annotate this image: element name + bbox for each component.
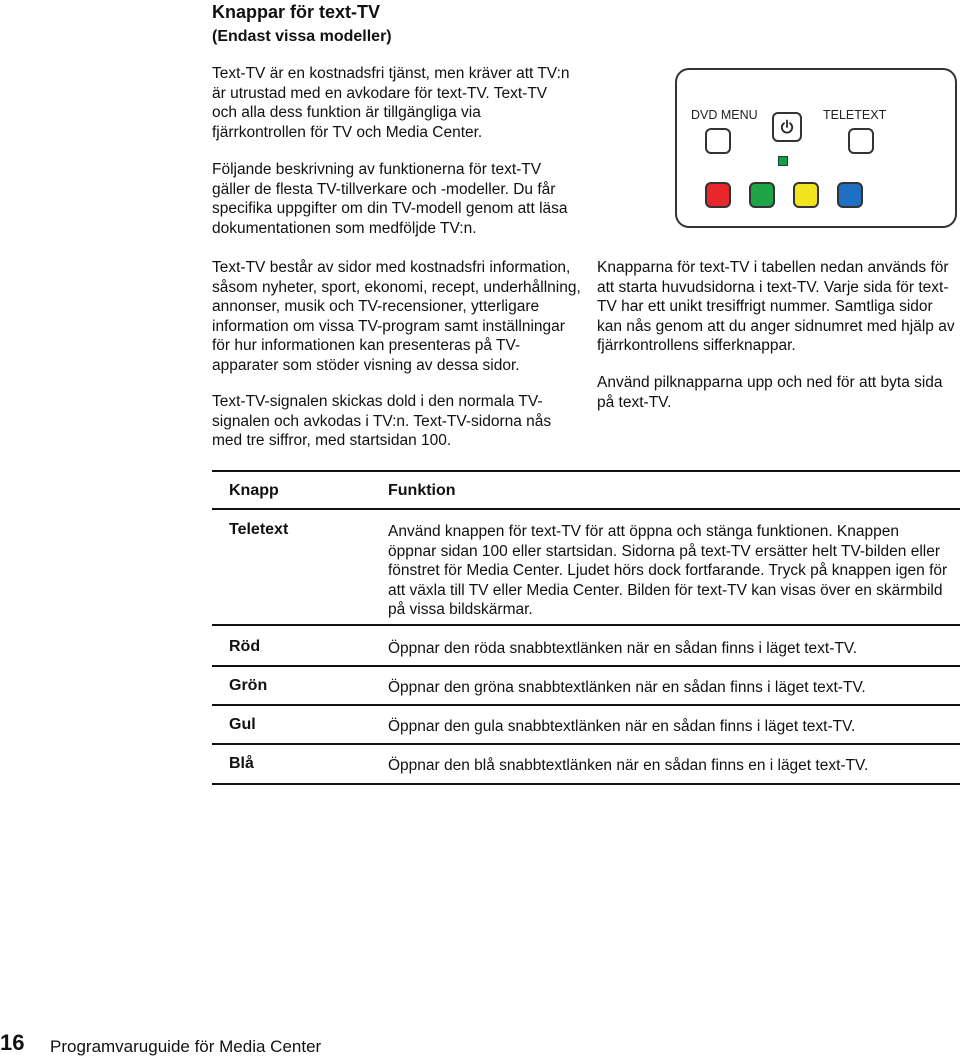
section-title: Knappar för text-TV	[212, 2, 381, 22]
table-row-key: Gul	[229, 716, 256, 733]
yellow-button	[793, 182, 819, 208]
content-paragraph: Text-TV består av sidor med kostnadsfri information, såsom nyheter, sport, ekonomi, recept, underhållning, annonser, musik och TV-recensioner, ytterligare information om vissa TV-program samt inställningar för hur informationen kan presenteras på TV-apparater som stöder visning av dessa sidor.	[212, 259, 581, 374]
arrow-paragraph: Använd pilknapparna upp och ned för att byta sida på text-TV.	[597, 374, 943, 411]
intro-paragraph: Text-TV är en kostnadsfri tjänst, men kräver att TV:n är utrustad med en avkodare för text-TV. Text-TV och alla dess funktion är tillgängliga via fjärrkontrollen för TV och Media Center.	[212, 65, 570, 141]
power-button	[772, 112, 802, 142]
section-subtitle: (Endast vissa modeller)	[212, 28, 392, 45]
dvd-menu-label: DVD MENU	[691, 108, 758, 122]
green-button	[749, 182, 775, 208]
teletext-button	[848, 128, 874, 154]
table-header-rule	[212, 508, 960, 510]
table-row-rule	[212, 743, 960, 745]
table-row-function: Öppnar den gula snabbtextlänken när en sådan finns i läget text-TV.	[388, 718, 856, 735]
table-row-key: Grön	[229, 677, 268, 694]
table-header-function: Funktion	[388, 482, 456, 499]
table-row-function: Öppnar den blå snabbtextlänken när en sådan finns en i läget text-TV.	[388, 757, 869, 774]
table-row-function: Öppnar den röda snabbtextlänken när en sådan finns i läget text-TV.	[388, 640, 858, 657]
teletext-label: TELETEXT	[823, 108, 887, 122]
table-row-function: Använd knappen för text-TV för att öppna och stänga funktionen. Knappen öppnar sidan 100 eller startsidan. Sidorna på text-TV ersätter helt TV-bilden eller fönstret för Media Center. Ljudet hörs dock fortfarande. Tryck på knappen igen för att växla till TV eller Media Center. Bilden för text-TV kan visas över en skärmbild på vissa bildskärmar.	[388, 523, 948, 618]
remote-illustration	[675, 68, 957, 228]
table-row-rule	[212, 704, 960, 706]
table-row-key: Blå	[229, 755, 254, 772]
blue-button	[837, 182, 863, 208]
description-paragraph: Följande beskrivning av funktionerna för text-TV gäller de flesta TV-tillverkare och -modeller. Du får specifika uppgifter om din TV-modell genom att läsa dokumentationen som medföljde TV:n.	[212, 161, 568, 237]
table-top-rule	[212, 470, 960, 472]
table-row-function: Öppnar den gröna snabbtextlänken när en sådan finns i läget text-TV.	[388, 679, 866, 696]
red-button	[705, 182, 731, 208]
table-row-key: Röd	[229, 638, 261, 655]
table-row-rule	[212, 665, 960, 667]
page-number: 16	[0, 1030, 25, 1055]
power-icon	[779, 119, 795, 135]
footer-title: Programvaruguide för Media Center	[50, 1037, 322, 1056]
table-header-key: Knapp	[229, 482, 279, 499]
table-row-key: Teletext	[229, 521, 289, 538]
dvd-menu-button	[705, 128, 731, 154]
table-row-rule	[212, 624, 960, 626]
table-bottom-rule	[212, 783, 960, 785]
signal-paragraph: Text-TV-signalen skickas dold i den normala TV-signalen och avkodas i TV:n. Text-TV-sidorna nås med tre siffror, med startsidan 100.	[212, 393, 552, 449]
indicator-led	[778, 156, 788, 166]
buttons-paragraph: Knapparna för text-TV i tabellen nedan används för att starta huvudsidorna i text-TV. Varje sida för text-TV har ett unikt tresiffrigt nummer. Samtliga sidor kan nås genom att du anger sidnumret med hjälp av fjärrkontrollens sifferknappar.	[597, 259, 955, 354]
